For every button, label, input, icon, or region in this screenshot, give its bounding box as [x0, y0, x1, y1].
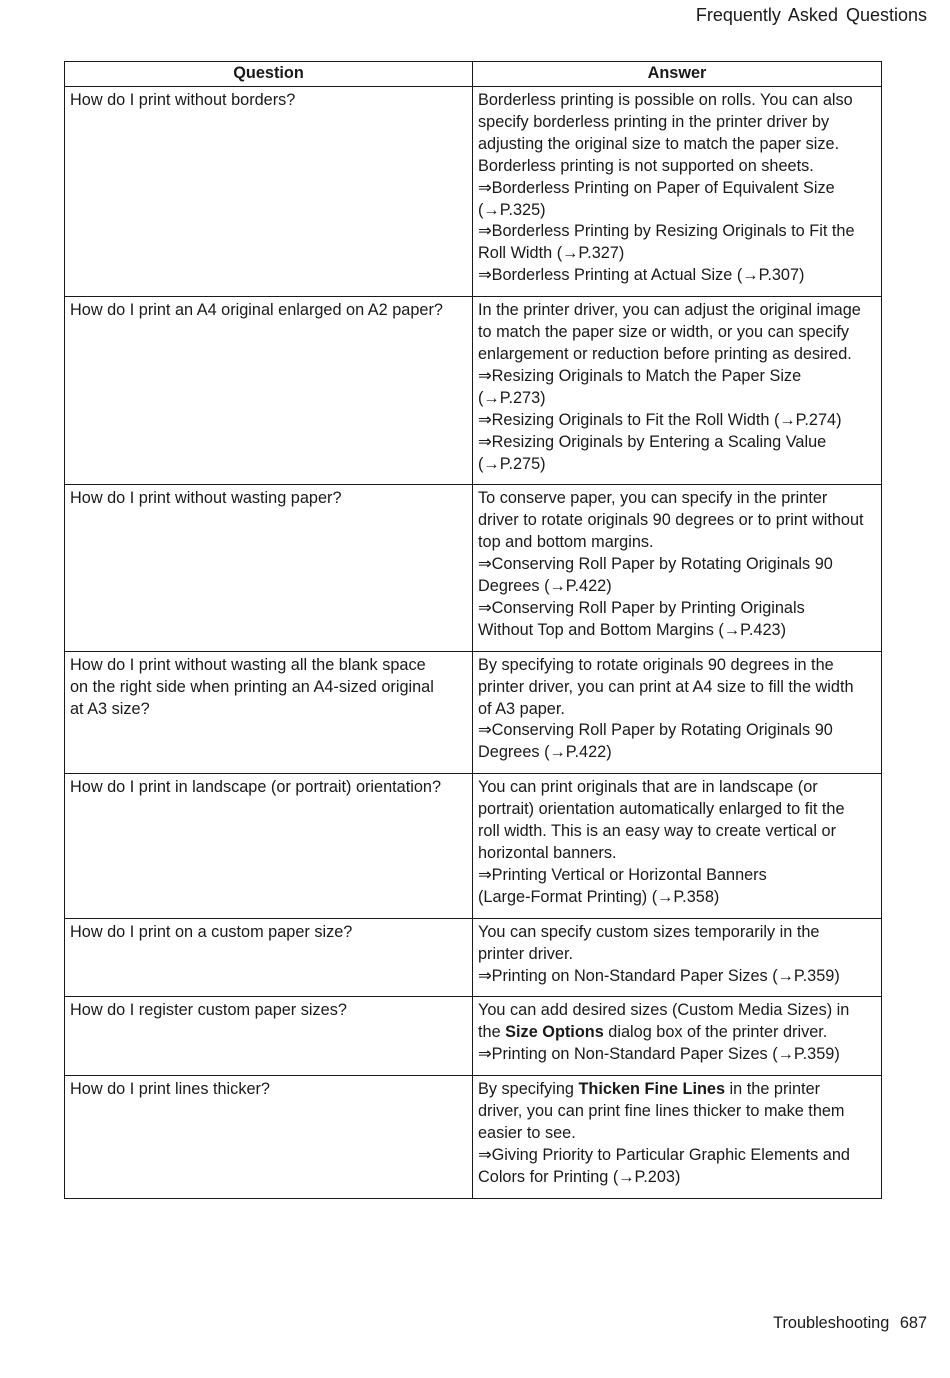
answer-line: ⇒Resizing Originals by Entering a Scaling Value [478, 432, 827, 451]
answer-line: top and bottom margins. [478, 533, 654, 552]
answer-line: ⇒Resizing Originals to Match the Paper Size [478, 366, 802, 385]
question-cell [65, 297, 473, 485]
question-line: How do I print without wasting all the blank space [70, 655, 426, 674]
answer-line: (→P.325) [478, 200, 546, 219]
answer-line: Colors for Printing (→P.203) [478, 1167, 681, 1186]
answer-cell [473, 918, 882, 997]
answer-line: Roll Width (→P.327) [478, 244, 625, 263]
answer-line: specify borderless printing in the printer driver by [478, 112, 830, 131]
answer-line: (Large-Format Printing) (→P.358) [478, 887, 720, 906]
answer-line [478, 1079, 876, 1101]
table-row [65, 297, 882, 485]
ui-term: Size Options [505, 1023, 604, 1042]
question-line: How do I print in landscape (or portrait) orientation? [70, 778, 442, 797]
running-header: Frequently Asked Questions [695, 5, 927, 25]
question-cell [65, 918, 473, 997]
answer-line: printer driver, you can print at A4 size to fill the width [478, 677, 854, 696]
answer-cell [473, 87, 882, 297]
answer-line: ⇒Giving Priority to Particular Graphic Elements and [478, 1145, 850, 1164]
answer-line: portrait) orientation automatically enlarged to fit the [478, 800, 845, 819]
faq-table-body [65, 87, 882, 1199]
answer-line: You can specify custom sizes temporarily in the [478, 922, 820, 941]
answer-line: easier to see. [478, 1123, 576, 1142]
table-row [65, 774, 882, 918]
question-line: How do I print on a custom paper size? [70, 922, 353, 941]
answer-line: driver to rotate originals 90 degrees or to print without [478, 511, 864, 530]
answer-line: ⇒Conserving Roll Paper by Rotating Originals 90 [478, 555, 833, 574]
table-row [65, 651, 882, 774]
table-row [65, 918, 882, 997]
question-cell [65, 651, 473, 774]
answer-line: You can add desired sizes (Custom Media Sizes) in [478, 1001, 850, 1020]
answer-cell [473, 997, 882, 1076]
ui-term: Thicken Fine Lines [578, 1080, 726, 1099]
answer-line: By specifying to rotate originals 90 degrees in the [478, 655, 834, 674]
table-header-row [65, 62, 882, 87]
page-footer [773, 1314, 927, 1333]
answer-line: (→P.275) [478, 454, 546, 473]
answer-line: Degrees (→P.422) [478, 577, 612, 596]
answer-text: the [478, 1023, 506, 1042]
answer-cell [473, 774, 882, 918]
page-number: 687 [899, 1314, 927, 1332]
answer-line: You can print originals that are in landscape (or [478, 778, 818, 797]
faq-table [64, 61, 882, 1199]
column-header-answer: Answer [473, 62, 882, 87]
answer-line: ⇒Printing Vertical or Horizontal Banners [478, 865, 767, 884]
column-header-question: Question [65, 62, 473, 87]
answer-cell [473, 485, 882, 651]
answer-line: ⇒Resizing Originals to Fit the Roll Width (→P.274) [478, 410, 842, 429]
answer-line: ⇒Conserving Roll Paper by Printing Originals [478, 598, 805, 617]
answer-line: (→P.273) [478, 388, 546, 407]
answer-line: ⇒Printing on Non-Standard Paper Sizes (→P.359) [478, 966, 840, 985]
answer-line: of A3 paper. [478, 699, 565, 718]
table-row [65, 485, 882, 651]
answer-line: ⇒Borderless Printing by Resizing Originals to Fit the [478, 222, 855, 241]
answer-line: Degrees (→P.422) [478, 743, 612, 762]
question-cell [65, 1076, 473, 1199]
answer-line: ⇒Printing on Non-Standard Paper Sizes (→P.359) [478, 1045, 840, 1064]
answer-line: ⇒Borderless Printing at Actual Size (→P.307) [478, 266, 805, 285]
question-line: How do I print an A4 original enlarged on A2 paper? [70, 301, 443, 320]
answer-line [478, 1022, 876, 1044]
footer-section: Troubleshooting [773, 1314, 890, 1332]
answer-cell [473, 651, 882, 774]
answer-text: dialog box of the printer driver. [603, 1023, 828, 1042]
question-cell [65, 87, 473, 297]
question-cell [65, 997, 473, 1076]
question-line: How do I print without wasting paper? [70, 489, 342, 508]
answer-line: Without Top and Bottom Margins (→P.423) [478, 620, 786, 639]
answer-line: enlargement or reduction before printing as desired. [478, 344, 852, 363]
answer-line: ⇒Conserving Roll Paper by Rotating Originals 90 [478, 721, 833, 740]
answer-cell [473, 297, 882, 485]
table-row [65, 997, 882, 1076]
answer-line: horizontal banners. [478, 844, 617, 862]
question-cell [65, 774, 473, 918]
answer-line: ⇒Borderless Printing on Paper of Equivalent Size [478, 178, 835, 197]
answer-line: To conserve paper, you can specify in the printer [478, 489, 828, 508]
question-line: How do I print lines thicker? [70, 1080, 270, 1099]
table-row [65, 87, 882, 297]
question-line: on the right side when printing an A4-sized original [70, 677, 434, 696]
answer-cell [473, 1076, 882, 1199]
question-line: How do I register custom paper sizes? [70, 1001, 347, 1020]
answer-line: to match the paper size or width, or you can specify [478, 323, 850, 342]
answer-line: adjusting the original size to match the paper size. [478, 134, 840, 153]
answer-line: In the printer driver, you can adjust the original image [478, 301, 861, 320]
answer-line: roll width. This is an easy way to create vertical or [478, 822, 837, 841]
question-line: How do I print without borders? [70, 91, 296, 109]
answer-line: Borderless printing is not supported on sheets. [478, 156, 814, 175]
answer-line: printer driver. [478, 944, 574, 963]
table-row [65, 1076, 882, 1199]
answer-text: By specifying [478, 1080, 579, 1099]
answer-line: Borderless printing is possible on rolls. You can also [478, 91, 853, 109]
question-cell [65, 485, 473, 651]
question-line: at A3 size? [70, 699, 150, 718]
answer-line: driver, you can print fine lines thicker to make them [478, 1102, 845, 1121]
answer-text: in the printer [725, 1080, 821, 1099]
